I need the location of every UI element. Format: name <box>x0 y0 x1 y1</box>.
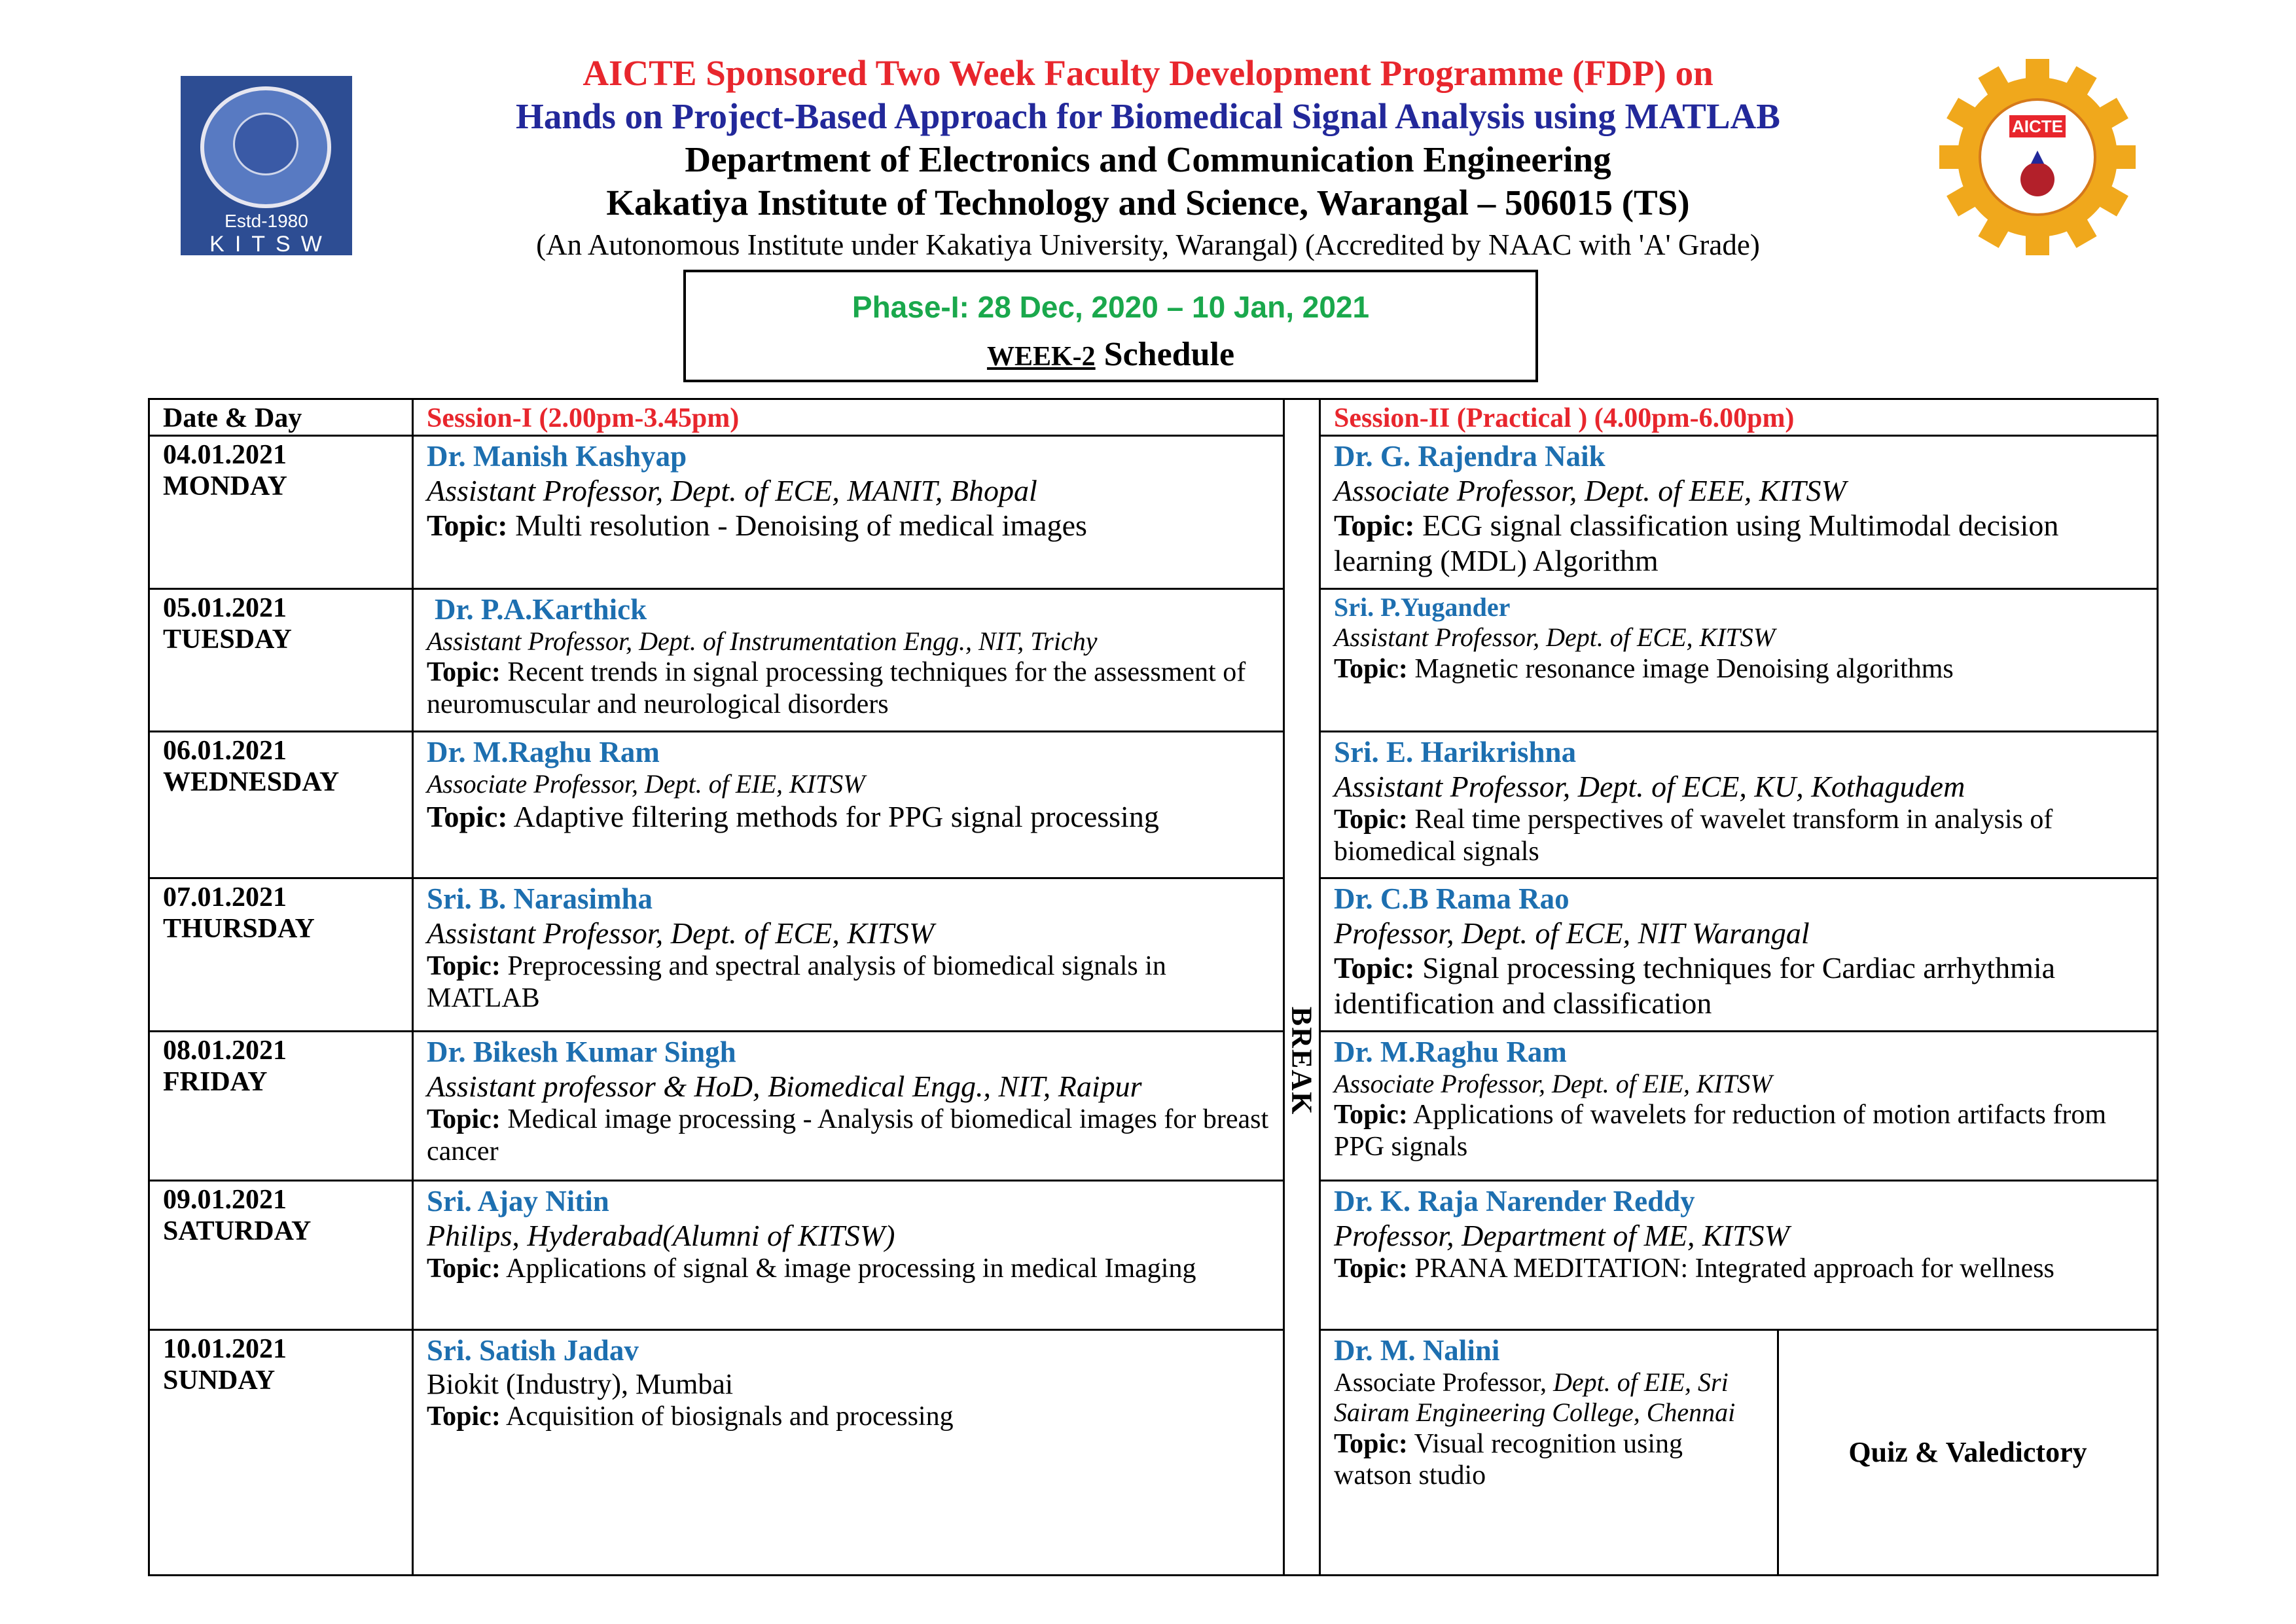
speaker-name: Sri. E. Harikrishna <box>1334 735 1577 768</box>
header-title-line1: AICTE Sponsored Two Week Faculty Development Programme (FDP) on <box>583 53 1713 93</box>
speaker-affiliation: Professor, Department of ME, KITSW <box>1334 1218 1789 1252</box>
day-text: THURSDAY <box>163 914 315 945</box>
topic-text: Signal processing techniques for Cardiac arrhythmia identification and classification <box>1334 951 2056 1020</box>
date-text: 06.01.2021 <box>163 735 287 766</box>
speaker-name: Dr. G. Rajendra Naik <box>1334 439 1605 473</box>
table-row <box>149 878 2158 1031</box>
session2-cell <box>1320 1329 1778 1575</box>
speaker-affiliation: Associate Professor, Dept. of EEE, KITSW <box>1334 473 1846 507</box>
break-label: BREAK <box>1285 1006 1318 1116</box>
speaker-name: Dr. Manish Kashyap <box>427 439 687 473</box>
date-cell <box>149 1031 413 1180</box>
speaker-affiliation: Assistant Professor, Dept. of ECE, KITSW <box>1334 623 1776 653</box>
session2-cell <box>1320 435 2158 588</box>
topic-label: Topic: <box>1334 1428 1408 1459</box>
speaker-affiliation: Professor, Dept. of ECE, NIT Warangal <box>1334 916 1810 950</box>
session2-cell <box>1320 588 2158 731</box>
table-row <box>149 1031 2158 1180</box>
topic-line <box>427 1401 1270 1433</box>
topic-label: Topic: <box>1334 951 1415 985</box>
header-department: Department of Electronics and Communication Engineering <box>685 139 1611 179</box>
schedule-label: Schedule <box>1103 336 1235 373</box>
topic-line <box>1334 1428 1764 1492</box>
speaker-affiliation <box>1334 1367 1764 1428</box>
header-institute: Kakatiya Institute of Technology and Science, Warangal – 506015 (TS) <box>606 183 1690 223</box>
topic-line <box>427 508 1270 543</box>
speaker-name: Dr. P.A.Karthick <box>435 592 647 626</box>
phase-box <box>683 270 1538 382</box>
topic-line <box>1334 1253 2144 1285</box>
table-row <box>149 731 2158 878</box>
session1-cell <box>413 1031 1284 1180</box>
header-session2: Session-II (Practical ) (4.00pm-6.00pm) <box>1320 399 2158 436</box>
break-column <box>1284 399 1320 1576</box>
logo-estd-text: Estd-1980 <box>224 211 308 231</box>
topic-label: Topic: <box>427 1401 501 1432</box>
table-row <box>149 1329 2158 1575</box>
date-cell <box>149 878 413 1031</box>
topic-label: Topic: <box>1334 1100 1408 1130</box>
topic-label: Topic: <box>427 1254 501 1284</box>
topic-text: PRANA MEDITATION: Integrated approach for wellness <box>1414 1254 2054 1284</box>
header-session1: Session-I (2.00pm-3.45pm) <box>413 399 1284 436</box>
week-heading <box>686 335 1535 374</box>
speaker-name: Sri. Satish Jadav <box>427 1333 639 1367</box>
topic-label: Topic: <box>1334 804 1408 835</box>
topic-line <box>427 950 1270 1014</box>
affiliation-italic: Dept. of EIE, Sri Sairam Engineering College, Chennai <box>1334 1367 1736 1428</box>
topic-line <box>427 1104 1270 1167</box>
date-text: 05.01.2021 <box>163 592 287 623</box>
date-cell <box>149 435 413 588</box>
speaker-affiliation: Assistant Professor, Dept. of ECE, KU, Kothagudem <box>1334 769 1965 803</box>
topic-text: Real time perspectives of wavelet transform in analysis of biomedical signals <box>1334 804 2053 867</box>
topic-line <box>1334 804 2144 867</box>
session1-cell <box>413 435 1284 588</box>
topic-line <box>1334 950 2144 1020</box>
topic-label: Topic: <box>427 509 508 543</box>
logo-name-text: KITSW <box>209 232 332 257</box>
speaker-name: Sri. Ajay Nitin <box>427 1184 609 1218</box>
topic-text: Multi resolution - Denoising of medical images <box>515 509 1087 543</box>
topic-line <box>427 799 1270 834</box>
table-row <box>149 435 2158 588</box>
day-text: SATURDAY <box>163 1216 312 1247</box>
week-label: WEEK-2 <box>986 342 1096 372</box>
topic-label: Topic: <box>427 800 508 834</box>
speaker-affiliation: Assistant Professor, Dept. of ECE, MANIT, Bhopal <box>427 473 1037 507</box>
speaker-affiliation: Associate Professor, Dept. of EIE, KITSW <box>1334 1068 1772 1098</box>
topic-text: ECG signal classification using Multimodal decision learning (MDL) Algorithm <box>1334 509 2059 577</box>
topic-text: Magnetic resonance image Denoising algorithms <box>1414 653 1954 684</box>
session1-cell <box>413 1329 1284 1575</box>
quiz-valedictory-cell: Quiz & Valedictory <box>1778 1329 2158 1575</box>
day-text: SUNDAY <box>163 1365 276 1396</box>
topic-text: Adaptive filtering methods for PPG signal processing <box>513 800 1159 834</box>
date-cell <box>149 588 413 731</box>
speaker-name: Dr. M.Raghu Ram <box>1334 1035 1567 1068</box>
header-title-line2: Hands on Project-Based Approach for Biomedical Signal Analysis using MATLAB <box>516 96 1780 136</box>
topic-line <box>1334 508 2144 578</box>
session2-cell <box>1320 1180 2158 1329</box>
topic-label: Topic: <box>427 657 501 688</box>
date-text: 08.01.2021 <box>163 1035 287 1066</box>
speaker-name: Dr. Bikesh Kumar Singh <box>427 1035 736 1068</box>
topic-line <box>427 657 1270 720</box>
speaker-affiliation: Associate Professor, Dept. of EIE, KITSW <box>427 768 865 799</box>
topic-text: Preprocessing and spectral analysis of biomedical signals in MATLAB <box>427 951 1166 1013</box>
date-text: 10.01.2021 <box>163 1333 287 1364</box>
affiliation-plain: Associate Professor, <box>1334 1367 1553 1397</box>
session1-cell <box>413 878 1284 1031</box>
phase-dates: Phase-I: 28 Dec, 2020 – 10 Jan, 2021 <box>852 290 1370 324</box>
date-text: 04.01.2021 <box>163 439 287 470</box>
date-cell <box>149 1329 413 1575</box>
date-cell <box>149 1180 413 1329</box>
session1-cell <box>413 731 1284 878</box>
date-text: 09.01.2021 <box>163 1184 287 1215</box>
topic-line <box>1334 1099 2144 1163</box>
session1-cell <box>413 588 1284 731</box>
speaker-name: Sri. P.Yugander <box>1334 592 1511 622</box>
topic-label: Topic: <box>1334 1254 1408 1284</box>
topic-label: Topic: <box>427 1104 501 1135</box>
date-cell <box>149 731 413 878</box>
speaker-name: Sri. B. Narasimha <box>427 882 653 915</box>
topic-line <box>427 1253 1270 1285</box>
topic-text: Recent trends in signal processing techniques for the assessment of neuromuscular and neurological disorders <box>427 657 1246 720</box>
day-text: MONDAY <box>163 471 287 502</box>
day-text: TUESDAY <box>163 624 292 655</box>
schedule-table <box>148 398 2159 1576</box>
speaker-name: Dr. K. Raja Narender Reddy <box>1334 1184 1695 1218</box>
topic-text: Visual recognition using watson studio <box>1334 1428 1683 1491</box>
header-date-day: Date & Day <box>149 399 413 436</box>
speaker-affiliation: Philips, Hyderabad(Alumni of KITSW) <box>427 1218 895 1252</box>
day-text: FRIDAY <box>163 1067 268 1098</box>
topic-line <box>1334 653 2144 685</box>
header-accreditation: (An Autonomous Institute under Kakatiya University, Warangal) (Accredited by NAAC with 'A' Grade) <box>536 228 1760 261</box>
topic-label: Topic: <box>427 951 501 982</box>
speaker-affiliation: Assistant Professor, Dept. of ECE, KITSW <box>427 916 935 950</box>
day-text: WEDNESDAY <box>163 767 340 798</box>
table-row <box>149 588 2158 731</box>
topic-text: Applications of wavelets for reduction of motion artifacts from PPG signals <box>1334 1100 2107 1163</box>
topic-text: Acquisition of biosignals and processing <box>506 1401 954 1432</box>
speaker-name: Dr. M.Raghu Ram <box>427 735 660 768</box>
session2-cell <box>1320 878 2158 1031</box>
topic-text: Applications of signal & image processing in medical Imaging <box>506 1254 1196 1284</box>
session2-cell <box>1320 731 2158 878</box>
speaker-affiliation: Assistant professor & HoD, Biomedical Engg., NIT, Raipur <box>427 1069 1142 1103</box>
speaker-name: Dr. C.B Rama Rao <box>1334 882 1570 915</box>
aicte-logo-text: AICTE <box>2012 117 2063 136</box>
session2-cell <box>1320 1031 2158 1180</box>
topic-label: Topic: <box>1334 653 1408 684</box>
speaker-affiliation: Biokit (Industry), Mumbai <box>427 1367 734 1400</box>
session1-cell <box>413 1180 1284 1329</box>
speaker-name: Dr. M. Nalini <box>1334 1333 1500 1367</box>
speaker-affiliation: Assistant Professor, Dept. of Instrumentation Engg., NIT, Trichy <box>427 626 1098 656</box>
topic-text: Medical image processing - Analysis of biomedical images for breast cancer <box>427 1104 1269 1166</box>
table-row <box>149 1180 2158 1329</box>
topic-label: Topic: <box>1334 509 1415 543</box>
date-text: 07.01.2021 <box>163 882 287 912</box>
table-header-row <box>149 399 2158 436</box>
